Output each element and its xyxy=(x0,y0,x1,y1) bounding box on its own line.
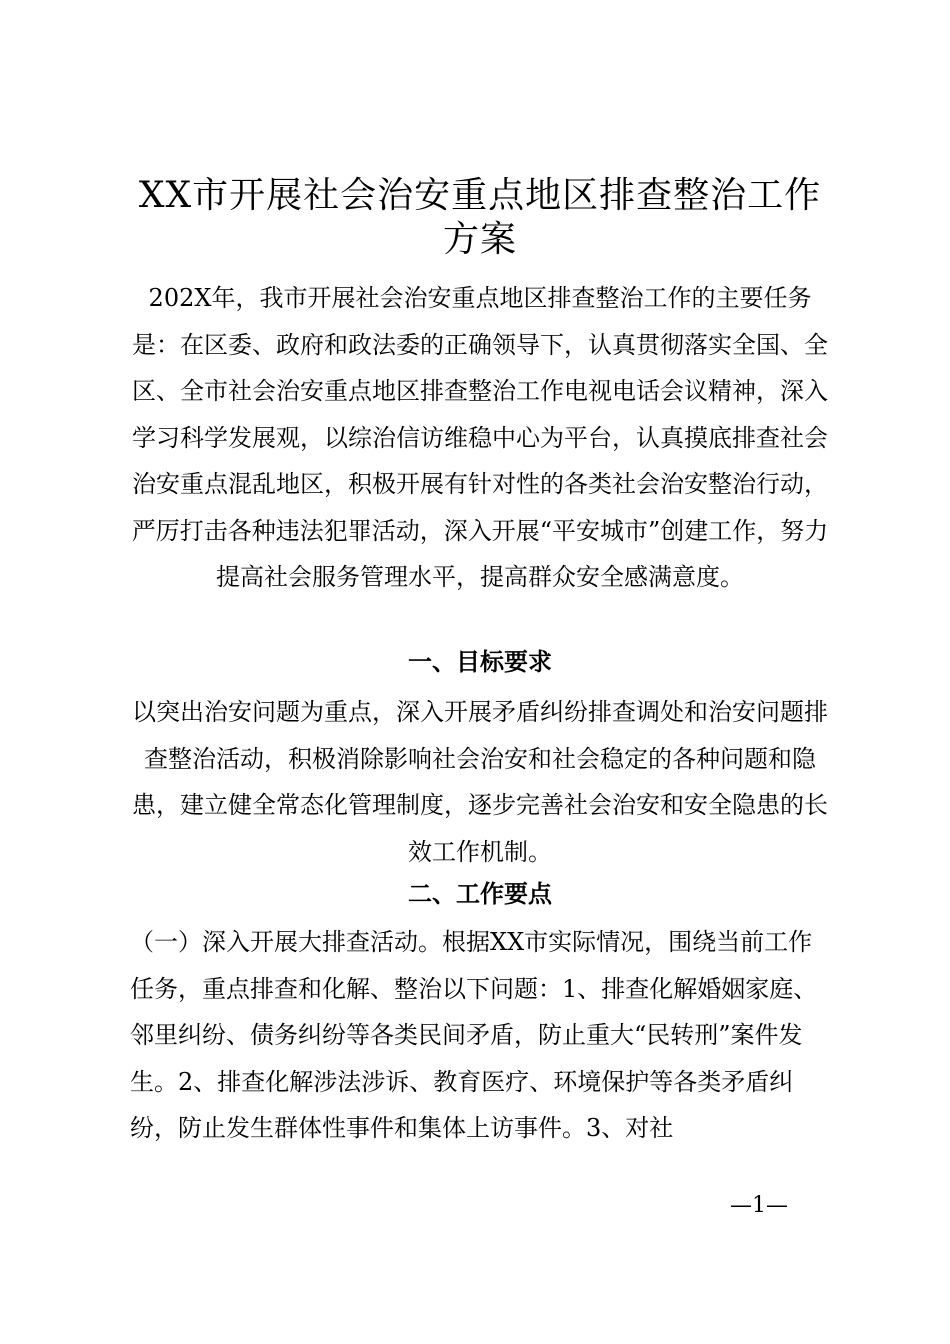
document-title: XX市开展社会治安重点地区排查整治工作方案 xyxy=(138,175,822,260)
intro-paragraph: 202X年，我市开展社会治安重点地区排查整治工作的主要任务是：在区委、政府和政法委的正确领导下，认真贯彻落实全国、全区、全市社会治安重点地区排查整治工作电视电话会议精神，深入学习科学发展观，以综治信访维稳中心为平台，认真摸底排查社会治安重点混乱地区，积极开展有针对性的各类社会治安整治行动，严厉打击各种违法犯罪活动，深入开展“平安城市”创建工作，努力提高社会服务管理水平，提高群众安全感满意度。 xyxy=(131,284,829,591)
page-number: —1— xyxy=(730,1193,788,1218)
work-points-paragraph: （一）深入开展大排查活动。根据XX市实际情况，围绕当前工作任务，重点排查和化解、整治以下问题：1、排查化解婚姻家庭、邻里纠纷、债务纠纷等各类民间矛盾，防止重大“民转刑”案件发生。2、排查化解涉法涉诉、教育医疗、环境保护等各类矛盾纠纷，防止发生群体性事件和集体上访事件。3、对社 xyxy=(130,928,818,1142)
goals-paragraph: 以突出治安问题为重点，深入开展矛盾纠纷排查调处和治安问题排查整治活动，积极消除影响社会治安和社会稳定的各种问题和隐患，建立健全常态化管理制度，逐步完善社会治安和安全隐患的长效工作机制。 xyxy=(132,698,828,866)
section-heading-goals: 一、目标要求 xyxy=(408,648,552,676)
section-heading-work-points: 二、工作要点 xyxy=(408,880,552,908)
